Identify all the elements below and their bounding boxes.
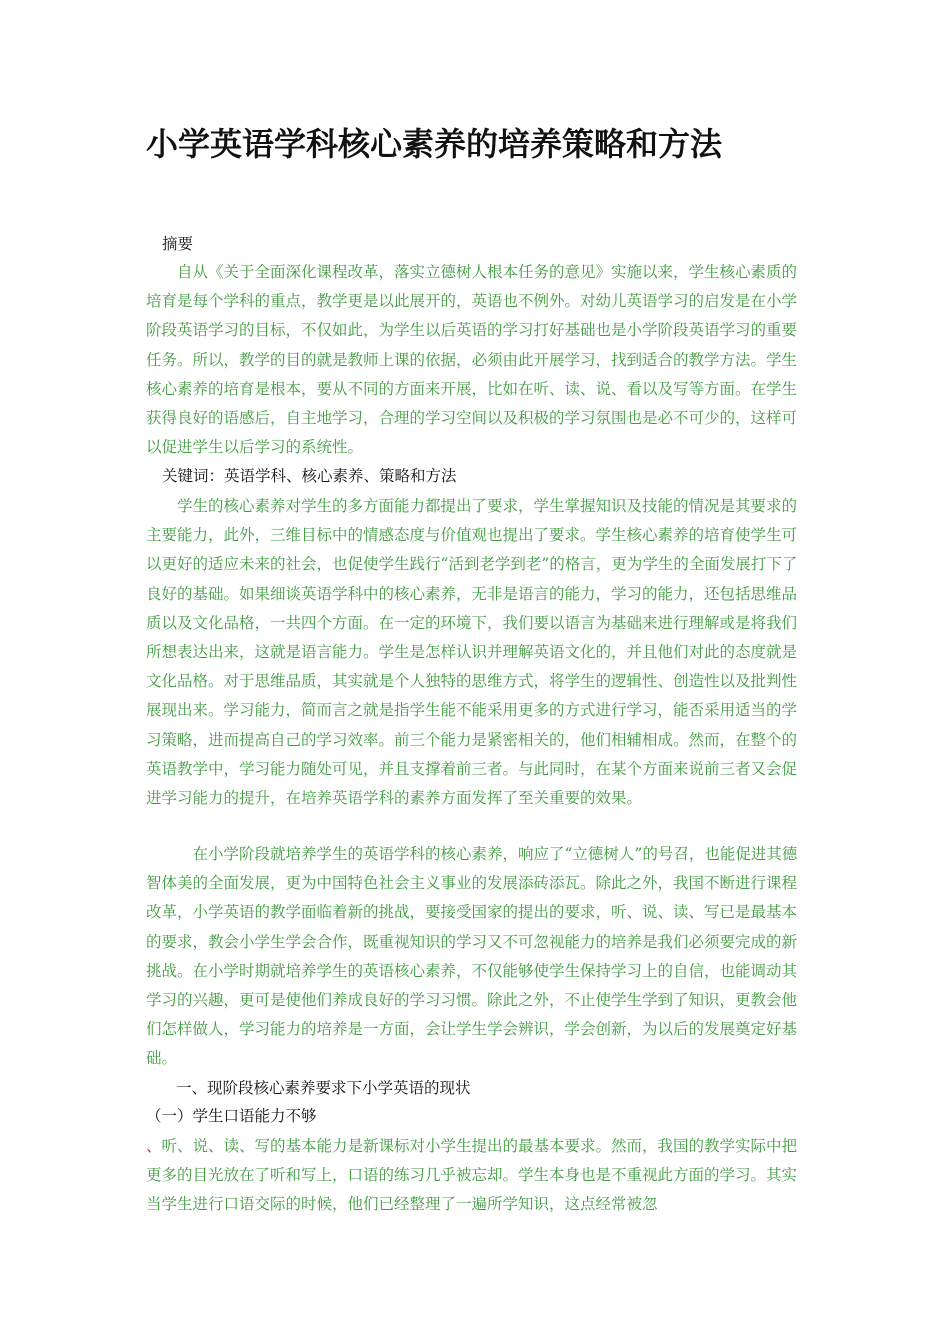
document-title: 小学英语学科核心素养的培养策略和方法 bbox=[146, 125, 723, 163]
abstract-paragraph bbox=[146, 258, 810, 462]
paragraph-3-lead-mark: 、 bbox=[146, 1137, 162, 1155]
paragraph-3-text: 听、说、读、写的基本能力是新课标对小学生提出的最基本要求。然而，我国的教学实际中把更多的目光放在了听和写上，口语的练习几乎被忘却。学生本身也是不重视此方面的学习。其实当学生进行口语交际的时候，他们已经整理了一遍所学知识，这点经常被忽 bbox=[146, 1137, 798, 1214]
abstract-text: 自从《关于全面深化课程改革，落实立德树人根本任务的意见》实施以来，学生核心素质的培育是每个学科的重点，教学更是以此展开的，英语也不例外。对幼儿英语学习的启发是在小学阶段英语学习的目标，不仅如此，为学生以后英语的学习打好基础也是小学阶段英语学习的重要任务。所以，教学的目的就是教师上课的依据，必须由此开展学习，找到适合的教学方法。学生核心素养的培育是根本，要从不同的方面来开展，比如在听、读、说、看以及写等方面。在学生获得良好的语感后，自主地学习，合理的学习空间以及积极的学习氛围也是必不可少的，这样可以促进学生以后学习的系统性。 bbox=[146, 263, 798, 457]
section-heading: 一、现阶段核心素养要求下小学英语的现状 bbox=[176, 1079, 471, 1097]
paragraph-2 bbox=[146, 840, 810, 1074]
subsection-heading: （一）学生口语能力不够 bbox=[146, 1107, 317, 1125]
paragraph-1 bbox=[146, 492, 810, 813]
paragraph-2-text: 在小学阶段就培养学生的英语学科的核心素养，响应了“立德树人”的号召，也能促进其德智体美的全面发展，更为中国特色社会主义事业的发展添砖添瓦。除此之外，我国不断进行课程改革，小学英语的教学面临着新的挑战，要接受国家的提出的要求，听、说、读、写已是最基本的要求，教会小学生学会合作，既重视知识的学习又不可忽视能力的培养是我们必须要完成的新挑战。在小学时期就培养学生的英语核心素养，不仅能够使学生保持学习上的自信，也能调动其学习的兴趣，更可是使他们养成良好的学习习惯。除此之外，不止使学生学到了知识，更教会他们怎样做人，学习能力的培养是一方面，会让学生学会辨识，学会创新，为以后的发展奠定好基础。 bbox=[146, 845, 798, 1068]
abstract-heading: 摘要 bbox=[162, 235, 194, 253]
paragraph-3 bbox=[146, 1132, 810, 1220]
keywords-line: 关键词：英语学科、核心素养、策略和方法 bbox=[162, 467, 457, 485]
paragraph-1-text: 学生的核心素养对学生的多方面能力都提出了要求，学生掌握知识及技能的情况是其要求的主要能力，此外，三维目标中的情感态度与价值观也提出了要求。学生核心素养的培育使学生可以更好的适应未来的社会，也促使学生践行“活到老学到老”的格言，更为学生的全面发展打下了良好的基础。如果细谈英语学科中的核心素养，无非是语言的能力，学习的能力，还包括思维品质以及文化品格，一共四个方面。在一定的环境下，我们要以语言为基础来进行理解或是将我们所想表达出来，这就是语言能力。学生是怎样认识并理解英语文化的，并且他们对此的态度就是文化品格。对于思维品质，其实就是个人独特的思维方式，将学生的逻辑性、创造性以及批判性展现出来。学习能力，简而言之就是指学生能不能采用更多的方式进行学习，能否采用适当的学习策略，进而提高自己的学习效率。前三个能力是紧密相关的，他们相辅相成。然而，在整个的英语教学中，学习能力随处可见，并且支撑着前三者。与此同时，在某个方面来说前三者又会促进学习能力的提升，在培养英语学科的素养方面发挥了至关重要的效果。 bbox=[146, 497, 798, 808]
